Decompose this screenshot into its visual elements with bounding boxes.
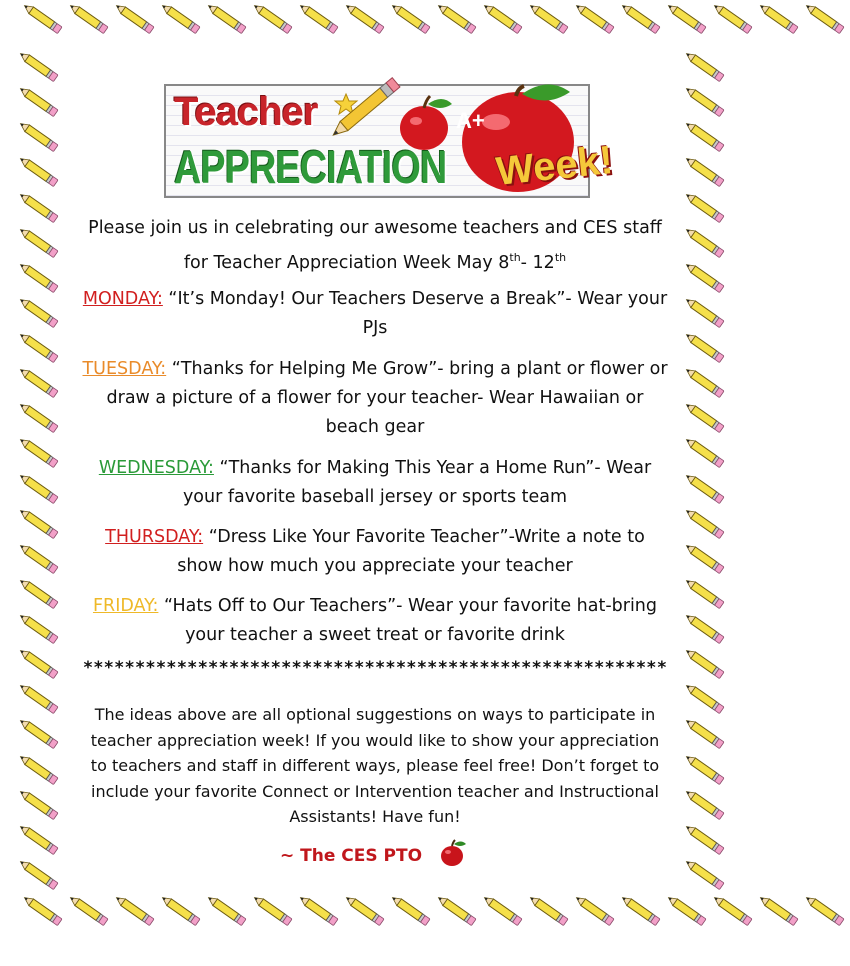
pencil-icon [22,4,68,36]
pencil-icon [684,157,730,189]
footer-paragraph: The ideas above are all optional suggestions on ways to participate in teacher appreciation week! If you would like to show your appreciation to teachers and staff in different ways, please feel free! Don’t forget to include your favorite Connect or Intervention teacher and Instructional Assistants! Have fun! [90,705,660,826]
pencil-icon [684,860,730,892]
pencil-icon [18,614,64,646]
day-text-wednesday: “Thanks for Making This Year a Home Run”- Wear your favorite baseball jersey or sports team [182,458,652,507]
pencil-icon [684,368,730,400]
pencil-icon [18,438,64,470]
pencil-icon [620,896,666,928]
pencil-icon [18,474,64,506]
pencil-icon [804,4,850,36]
day-friday [82,592,668,650]
day-label-wednesday: WEDNESDAY: [98,458,214,478]
pencil-icon [684,438,730,470]
pencil-icon [684,649,730,681]
intro-text-2: - 12 [520,252,555,273]
pencil-icon [298,896,344,928]
pencil-icon [252,896,298,928]
pencil-icon [18,684,64,716]
pencil-icon [436,4,482,36]
pencil-icon [684,684,730,716]
pencil-icon [390,4,436,36]
pencil-icon [684,755,730,787]
pencil-icon [574,896,620,928]
day-text-monday: “It’s Monday! Our Teachers Deserve a Break”- Wear your PJs [162,289,668,338]
pencil-icon [18,52,64,84]
pencil-icon [18,509,64,541]
pencil-icon [666,4,712,36]
pencil-icon [18,860,64,892]
day-label-thursday: THURSDAY: [105,527,204,547]
pencil-icon [18,122,64,154]
pencil-icon [684,228,730,260]
teacher-appreciation-week-banner [164,84,616,198]
pencil-icon [18,333,64,365]
pencil-icon [712,896,758,928]
star-divider: ******************************************************** [82,658,668,678]
pencil-icon [18,263,64,295]
pencil-icon [252,4,298,36]
pencil-icon [684,122,730,154]
day-text-friday: “Hats Off to Our Teachers”- Wear your favorite hat-bring your teacher a sweet treat or favorite drink [158,596,658,645]
pencil-icon [390,896,436,928]
pencil-icon [18,228,64,260]
pencil-icon [206,896,252,928]
pencil-icon [684,298,730,330]
day-thursday [82,523,668,581]
pencil-icon [18,719,64,751]
pencil-icon [574,4,620,36]
pencil-icon [160,4,206,36]
banner-grade: A+ [456,108,485,133]
pencil-icon [18,193,64,225]
intro-paragraph [82,214,668,278]
pencil-border-left [18,52,68,892]
pencil-icon [804,896,850,928]
day-text-tuesday: “Thanks for Helping Me Grow”- bring a plant or flower or draw a picture of a flower for your teacher- Wear Hawaiian or beach gear [106,359,668,437]
pencil-icon [684,614,730,646]
pencil-border-bottom [22,896,728,940]
pencil-icon [68,4,114,36]
pencil-icon [18,157,64,189]
pencil-icon [206,4,252,36]
pencil-icon [344,896,390,928]
pencil-icon [344,4,390,36]
day-label-tuesday: TUESDAY: [82,359,167,379]
pencil-icon [528,896,574,928]
intro-sup-1: th [509,251,521,264]
pencil-icon [684,579,730,611]
pencil-icon [18,825,64,857]
pencil-icon [114,896,160,928]
pencil-icon [528,4,574,36]
pencil-icon [18,368,64,400]
pencil-icon [684,263,730,295]
pencil-icon [436,896,482,928]
signature: ~ The CES PTO [280,846,423,866]
banner-title-week: Week! [493,138,616,195]
day-tuesday [82,355,668,442]
pencil-icon [684,193,730,225]
day-text-thursday: “Dress Like Your Favorite Teacher”-Write a note to show how much you appreciate your teacher [177,527,645,576]
pencil-icon [18,87,64,119]
pencil-border-top [22,4,728,48]
pencil-icon [160,896,206,928]
pencil-border-right [684,52,734,892]
day-label-friday: FRIDAY: [92,596,159,616]
pencil-icon [18,755,64,787]
pencil-icon [684,790,730,822]
pencil-icon [18,403,64,435]
pencil-icon [758,4,804,36]
pencil-icon [684,544,730,576]
pencil-icon [18,298,64,330]
pencil-icon [684,403,730,435]
day-label-monday: MONDAY: [82,289,163,309]
pencil-icon [18,544,64,576]
apple-icon [438,838,468,868]
banner-title-appreciation: APPRECIATION [174,141,447,193]
pencil-icon [68,896,114,928]
day-wednesday [82,454,668,512]
pencil-icon [18,649,64,681]
pencil-icon [684,509,730,541]
pencil-icon [298,4,344,36]
day-monday [82,285,668,343]
pencil-icon [712,4,758,36]
pencil-icon [684,825,730,857]
pencil-icon [684,52,730,84]
pencil-icon [666,896,712,928]
banner-title-teacher: Teacher [174,90,318,134]
pencil-icon [684,87,730,119]
pencil-icon [482,4,528,36]
pencil-icon [684,333,730,365]
pencil-icon [620,4,666,36]
pencil-icon [18,579,64,611]
pencil-icon [684,474,730,506]
pencil-icon [684,719,730,751]
pencil-icon [22,896,68,928]
intro-text: Please join us in celebrating our awesome teachers and CES staff for Teacher Appreciation Week May 8 [88,218,662,273]
pencil-icon [758,896,804,928]
pencil-icon [482,896,528,928]
pencil-icon [114,4,160,36]
pencil-icon [18,790,64,822]
intro-sup-2: th [554,251,567,264]
